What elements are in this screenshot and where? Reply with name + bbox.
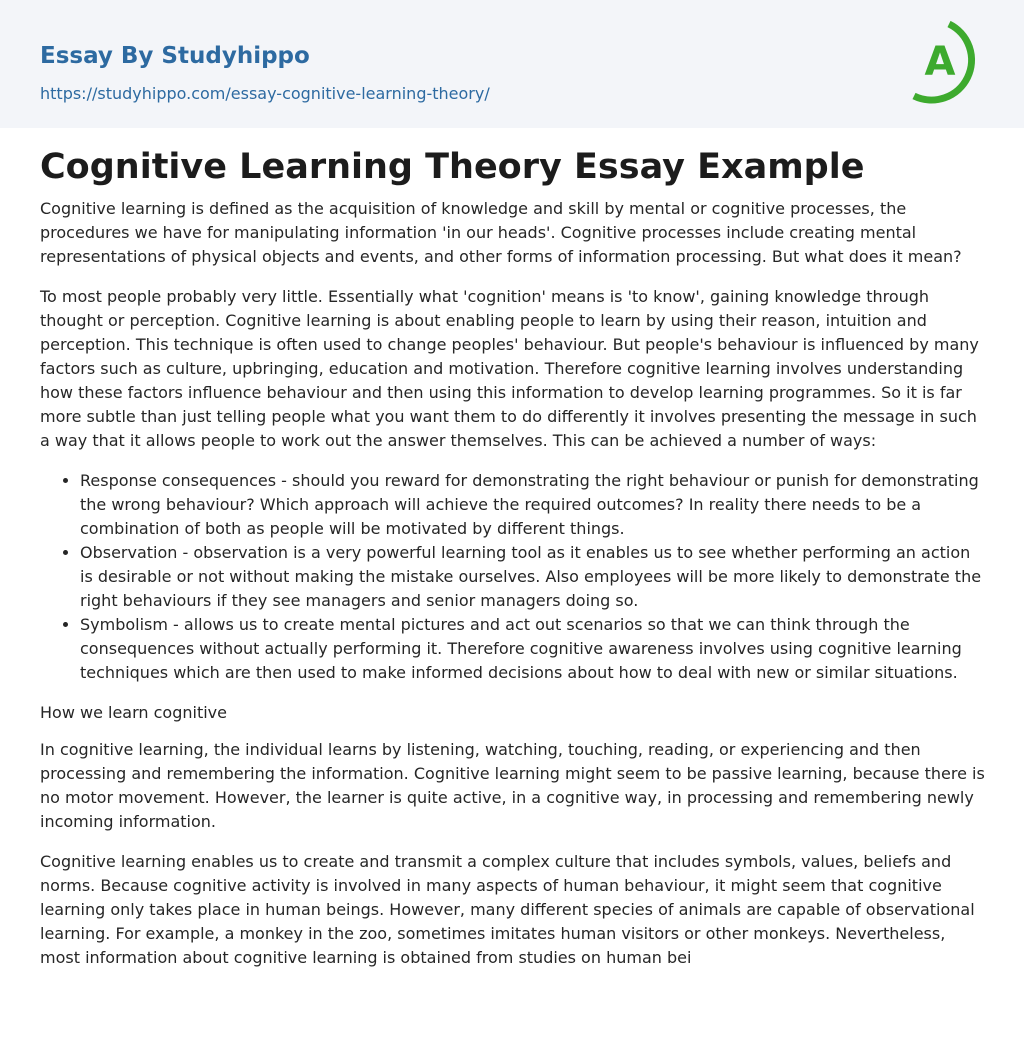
paragraph: To most people probably very little. Essentially what 'cognition' means is 'to know', gaining knowledge through thought or perception. Cognitive learning is about enabling people to learn by using their reason, intuition and perception. This technique is often used to change peoples' behaviour. But people's behaviour is influenced by many factors such as culture, upbringing, education and motivation. Therefore cognitive learning involves understanding how these factors influence behaviour and then using this information to develop learning programmes. So it is far more subtle than just telling people what you want them to do differently it involves presenting the message in such a way that it allows people to work out the answer themselves. This can be achieved a number of ways:: [40, 287, 979, 450]
source-url-link[interactable]: https://studyhippo.com/essay-cognitive-learning-theory/: [40, 84, 490, 103]
paragraph: Cognitive learning is defined as the acquisition of knowledge and skill by mental or cognitive processes, the procedures we have for manipulating information 'in our heads'. Cognitive processes include creating mental representations of physical objects and events, and other forms of information processing. But what does it mean?: [40, 199, 962, 266]
article-body: [40, 144, 985, 986]
article-title: Cognitive Learning Theory Essay Example: [40, 147, 865, 187]
studyhippo-logo-icon[interactable]: [912, 18, 986, 106]
paragraph: In cognitive learning, the individual learns by listening, watching, touching, reading, or experiencing and then processing and remembering the information. Cognitive learning might seem to be passive learning, because there is no motor movement. However, the learner is quite active, in a cognitive way, in processing and remembering newly incoming information.: [40, 740, 985, 831]
logo-letter: A: [924, 39, 956, 85]
brand-title[interactable]: Essay By Studyhippo: [40, 43, 310, 69]
section-subheading: How we learn cognitive: [40, 703, 227, 722]
list-item-observation: • Observation - observation is a very powerful learning tool as it enables us to see whether performing an action is desirable or not without making the mistake ourselves. Also employees will be more likely to demonstrate the right behaviours if they see managers and senior managers doing so.: [80, 541, 985, 613]
list-item-response-consequences: • Response consequences - should you reward for demonstrating the right behaviour or punish for demonstrating the wrong behaviour? Which approach will achieve the required outcomes? In reality there needs to be a combination of both as people will be motivated by different things.: [80, 469, 985, 541]
paragraph: Cognitive learning enables us to create and transmit a complex culture that includes symbols, values, beliefs and norms. Because cognitive activity is involved in many aspects of human behaviour, it might seem that cognitive learning only takes place in human beings. However, many different species of animals are capable of observational learning. For example, a monkey in the zoo, sometimes imitates human visitors or other monkeys. Nevertheless, most information about cognitive learning is obtained from studies on human bei: [40, 852, 975, 967]
list-item-symbolism: • Symbolism - allows us to create mental pictures and act out scenarios so that we can think through the consequences without actually performing it. Therefore cognitive awareness involves using cognitive learning techniques which are then used to make informed decisions about how to deal with new or similar situations.: [80, 613, 985, 685]
site-header: [0, 0, 1024, 128]
approach-list: [40, 469, 985, 685]
